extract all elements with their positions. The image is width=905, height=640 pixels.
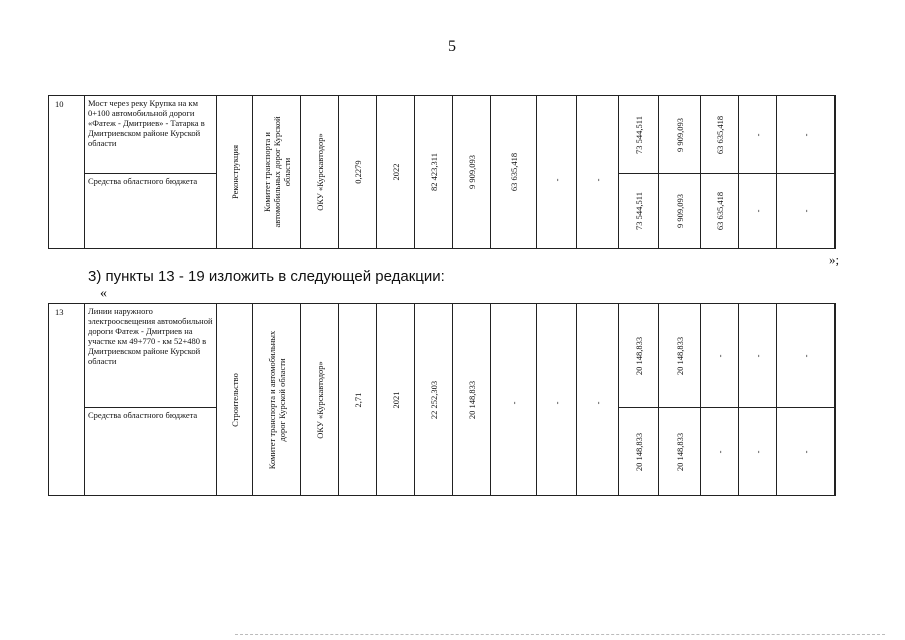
bottom-value: 20 148,833 xyxy=(633,432,644,471)
cost-cell xyxy=(415,96,453,249)
committee xyxy=(267,330,287,468)
customer-cell xyxy=(835,304,836,496)
c3-cell xyxy=(537,304,577,496)
top-cell xyxy=(619,96,659,174)
top-value: 20 148,833 xyxy=(633,336,644,375)
bottom-value: - xyxy=(800,209,811,213)
object-name: Мост через реку Крупка на км 0+100 автомобильной дороги «Фатеж - Дмитриев» - Татарка в Дмитриевском районе Курской области xyxy=(85,96,217,174)
work-type: Реконструкция xyxy=(229,144,240,200)
year-cell xyxy=(377,96,415,249)
year: 2021 xyxy=(390,391,401,408)
value-c2: - xyxy=(508,401,519,405)
bottom-value: 63 635,418 xyxy=(714,191,725,231)
c2-cell xyxy=(491,304,537,496)
committee-line-1: Комитет транспорта и xyxy=(261,132,272,212)
bottom-cell xyxy=(701,408,739,496)
c4-cell xyxy=(577,304,619,496)
top-value: 20 148,833 xyxy=(674,336,685,375)
work-type-cell xyxy=(217,304,253,496)
value-c2: 63 635,418 xyxy=(508,152,519,192)
committee-line-1: Комитет транспорта и автомобильных xyxy=(266,330,277,469)
bottom-value: 20 148,833 xyxy=(674,432,685,471)
capacity: 0,2279 xyxy=(352,160,363,184)
c1-cell xyxy=(453,304,491,496)
oku: ОКУ «Курскавтодор» xyxy=(314,133,325,211)
c3-cell xyxy=(537,96,577,249)
table-item-10 xyxy=(48,95,836,249)
opening-quote: « xyxy=(100,286,107,301)
customer-cell xyxy=(835,96,836,249)
capacity: 2,71 xyxy=(352,392,363,407)
top-cell xyxy=(777,304,835,408)
bottom-value: - xyxy=(752,450,763,453)
value-c4: - xyxy=(592,178,603,182)
work-type: Строительство xyxy=(229,372,240,427)
fund-source: Средства областного бюджета xyxy=(85,408,217,496)
row-number: 13 xyxy=(49,304,85,496)
bottom-cell xyxy=(739,174,777,249)
customer xyxy=(835,361,836,439)
bottom-cell xyxy=(777,408,835,496)
value-c3: - xyxy=(551,178,562,182)
top-value: 9 909,093 xyxy=(674,117,685,152)
bottom-cell xyxy=(619,174,659,249)
top-cell xyxy=(739,304,777,408)
top-cell xyxy=(619,304,659,408)
customer xyxy=(835,133,836,211)
committee-cell xyxy=(253,96,301,249)
work-type-cell xyxy=(217,96,253,249)
length-cell xyxy=(339,96,377,249)
top-value: - xyxy=(800,354,811,357)
top-value: - xyxy=(800,133,811,136)
bottom-cell xyxy=(739,408,777,496)
committee-cell xyxy=(253,304,301,496)
oku-cell xyxy=(301,304,339,496)
bottom-value: - xyxy=(752,209,763,213)
bottom-value: 73 544,511 xyxy=(633,192,644,230)
closing-quote: »; xyxy=(829,252,840,267)
oku: ОКУ «Курскавтодор» xyxy=(314,360,325,439)
c4-cell xyxy=(577,96,619,249)
bottom-value: - xyxy=(714,450,725,453)
c2-cell xyxy=(491,96,537,249)
top-value: 73 544,511 xyxy=(633,115,644,154)
value-c4: - xyxy=(592,401,603,405)
cost-cell xyxy=(415,304,453,496)
top-cell xyxy=(659,304,701,408)
value-c3: - xyxy=(551,401,562,405)
top-value: - xyxy=(714,354,725,357)
row-number: 10 xyxy=(49,96,85,249)
bottom-cell xyxy=(619,408,659,496)
bottom-value: 9 909,093 xyxy=(674,194,685,228)
oku-cell xyxy=(301,96,339,249)
committee-line-2: автомобильных дорог Курской xyxy=(271,116,282,228)
bottom-value: - xyxy=(800,450,811,453)
total-cost: 22 252,303 xyxy=(428,380,439,419)
object-name: Линии наружного электроосвещения автомобильной дороги Фатеж - Дмитриев на участке км 49+770 - км 52+480 в Дмитриевском районе Курской области xyxy=(85,304,217,408)
section-heading: 3) пункты 13 - 19 изложить в следующей редакции: xyxy=(88,268,445,285)
top-cell xyxy=(777,96,835,174)
top-cell xyxy=(701,304,739,408)
length-cell xyxy=(339,304,377,496)
scan-edge-line xyxy=(235,634,885,636)
c1-cell xyxy=(453,96,491,249)
value-c1: 20 148,833 xyxy=(466,380,477,419)
bottom-cell xyxy=(659,174,701,249)
bottom-cell xyxy=(701,174,739,249)
committee-line-2: дорог Курской области xyxy=(276,357,287,442)
bottom-cell xyxy=(659,408,701,496)
total-cost: 82 423,311 xyxy=(428,153,439,191)
year: 2022 xyxy=(390,163,401,181)
committee xyxy=(262,116,292,227)
top-value: - xyxy=(752,133,763,136)
page-number: 5 xyxy=(448,38,456,55)
committee-line-3: области xyxy=(281,157,292,187)
table-item-13 xyxy=(48,303,836,496)
top-cell xyxy=(739,96,777,174)
value-c1: 9 909,093 xyxy=(466,155,477,189)
fund-source: Средства областного бюджета xyxy=(85,174,217,249)
top-cell xyxy=(701,96,739,174)
bottom-cell xyxy=(777,174,835,249)
year-cell xyxy=(377,304,415,496)
top-value: 63 635,418 xyxy=(714,115,725,154)
top-value: - xyxy=(752,354,763,357)
top-cell xyxy=(659,96,701,174)
